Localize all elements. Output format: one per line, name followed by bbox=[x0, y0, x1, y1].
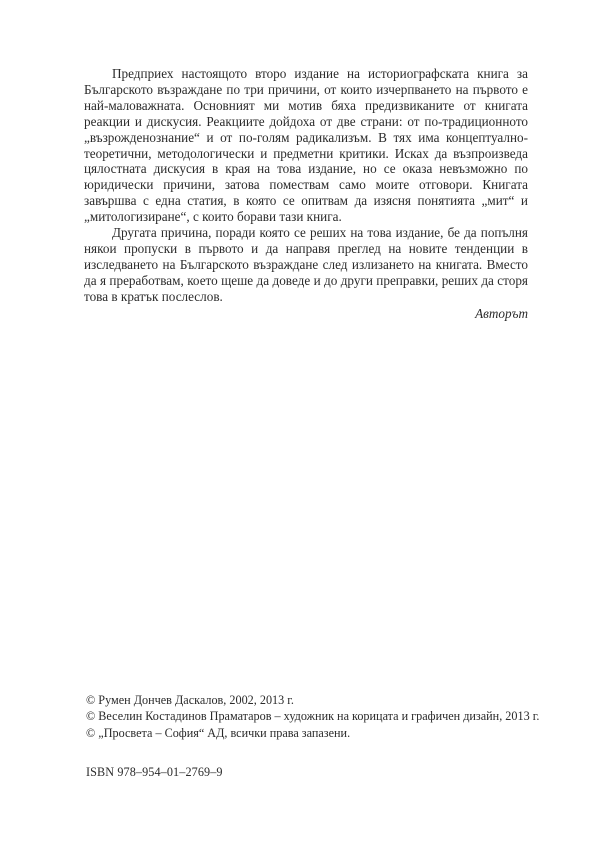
preface-paragraph-2: Другата причина, поради която се реших на това издание, бе да попълня някои пропуски в първото и да направя преглед на новите тенденции в изследването на Българското възраждане след излизането на книгата. Вместо да я преработвам, което щеше да доведе и до други преправки, реших да сторя това в кратък послеслов. bbox=[84, 225, 528, 304]
preface-paragraph-1: Предприех настоящото второ издание на историографската книга за Българското възраждане по три причини, от които изчерпването на първото е най-маловажната. Основният ми мотив бяха предизвиканите от книгата реакции и дискусия. Реакциите дойдоха от две страни: от по-традиционното „възрожденознание“ и от по-голям радикализъм. В тях има концептуално-теоретични, методологически и предметни критики. Исках да възпроизведа цялостната дискусия в края на това издание, но се оказа невъзможно по юридически причини, затова помествам само моите отговори. Книгата завършва с една статия, в която се опитвам да изясня понятията „мит“ и „митологизиране“, с които борави тази книга. bbox=[84, 66, 528, 225]
copyright-line-author: © Румен Дончев Даскалов, 2002, 2013 г. bbox=[86, 693, 294, 707]
preface-text bbox=[84, 66, 528, 322]
copyright-block bbox=[86, 692, 546, 741]
author-signature: Авторът bbox=[475, 305, 528, 321]
copyright-line-publisher: © „Просвета – София“ АД, всички права запазени. bbox=[86, 725, 351, 740]
isbn-number: ISBN 978–954–01–2769–9 bbox=[86, 765, 223, 779]
copyright-line-designer: © Веселин Костадинов Праматаров – художник на корицата и графичен дизайн, 2013 г. bbox=[86, 709, 540, 724]
